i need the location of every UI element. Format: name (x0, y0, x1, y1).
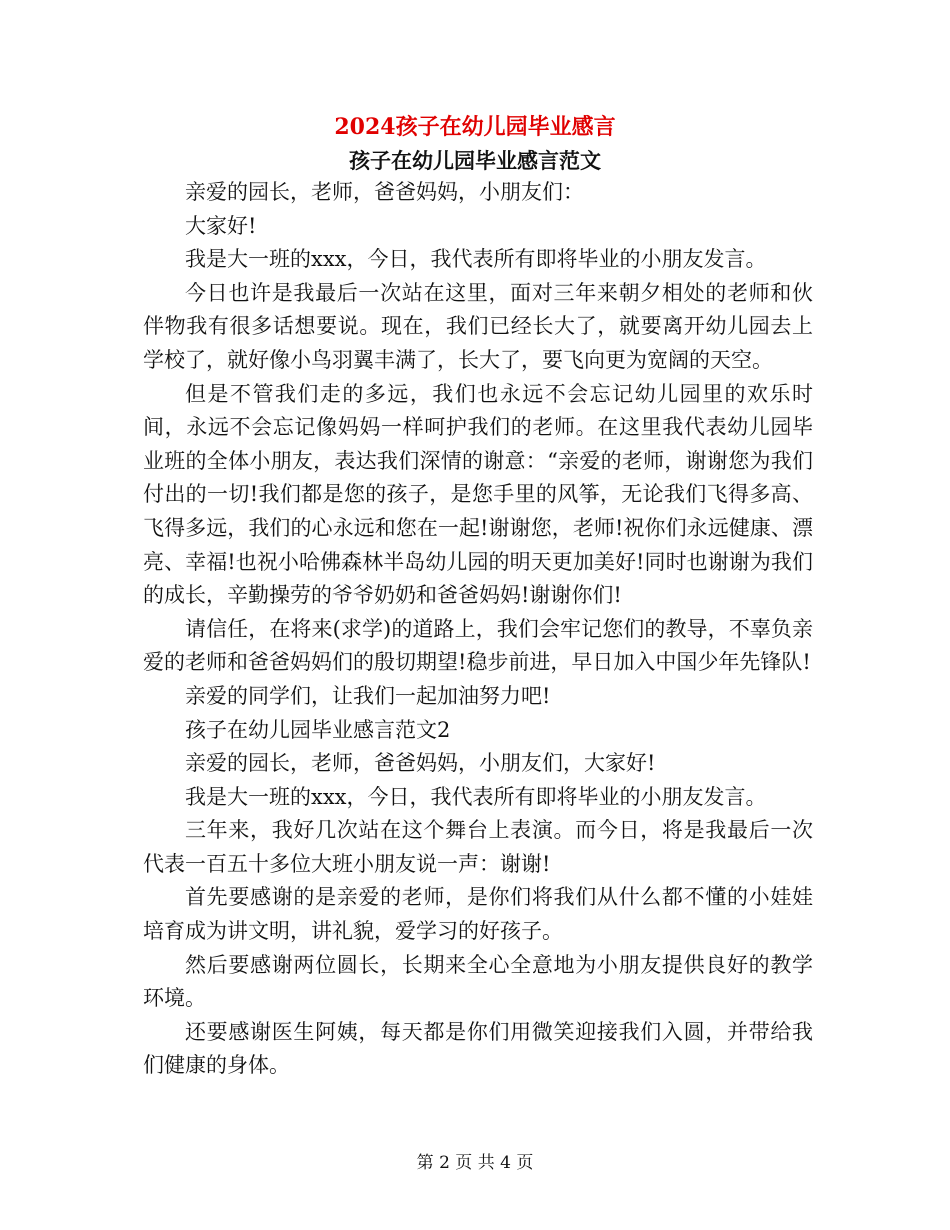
paragraph: 还要感谢医生阿姨，每天都是你们用微笑迎接我们入圆，并带给我们健康的身体。 (143, 1019, 813, 1078)
paragraph: 我是大一班的xxx，今日，我代表所有即将毕业的小朋友发言。 (185, 784, 767, 809)
document-body (143, 176, 813, 1083)
document-title: 2024孩子在幼儿园毕业感言 (334, 114, 616, 140)
page-number-footer: 第 2 页 共 4 页 (416, 1153, 534, 1173)
paragraph: 首先要感谢的是亲爱的老师，是你们将我们从什么都不懂的小娃娃培育成为讲文明，讲礼貌，爱学习的好孩子。 (143, 885, 813, 944)
paragraph: 亲爱的同学们，让我们一起加油努力吧! (185, 683, 551, 708)
paragraph-salutation: 亲爱的园长，老师，爸爸妈妈，小朋友们： (185, 180, 584, 204)
paragraph: 亲爱的园长，老师，爸爸妈妈，小朋友们，大家好! (185, 751, 656, 776)
section-heading: 孩子在幼儿园毕业感言范文2 (185, 717, 451, 742)
paragraph-intro: 我是大一班的xxx，今日，我代表所有即将毕业的小朋友发言。 (185, 247, 767, 272)
paragraph: 请信任，在将来(求学)的道路上，我们会牢记您们的教导，不辜负亲爱的老师和爸爸妈妈们的殷切期望!稳步前进，早日加入中国少年先锋队! (143, 616, 813, 675)
paragraph: 但是不管我们走的多远，我们也永远不会忘记幼儿园里的欢乐时间，永远不会忘记像妈妈一样呵护我们的老师。在这里我代表幼儿园毕业班的全体小朋友，表达我们深情的谢意：“亲爱的老师，谢谢您为我们付出的一切!我们都是您的孩子，是您手里的风筝，无论我们飞得多高、飞得多远，我们的心永远和您在一起!谢谢您，老师!祝你们永远健康、漂亮、幸福!也祝小哈佛森林半岛幼儿园的明天更加美好!同时也谢谢为我们的成长，辛勤操劳的爷爷奶奶和爸爸妈妈!谢谢你们! (143, 381, 813, 608)
paragraph: 然后要感谢两位圆长，长期来全心全意地为小朋友提供良好的教学环境。 (143, 952, 813, 1011)
paragraph: 三年来，我好几次站在这个舞台上表演。而今日，将是我最后一次代表一百五十多位大班小朋友说一声：谢谢! (143, 818, 813, 876)
document-subtitle: 孩子在幼儿园毕业感言范文 (349, 148, 601, 173)
paragraph: 今日也许是我最后一次站在这里，面对三年来朝夕相处的老师和伙伴物我有很多话想要说。现在，我们已经长大了，就要离开幼儿园去上学校了，就好像小鸟羽翼丰满了，长大了，要飞向更为宽阔的天空。 (143, 280, 813, 372)
paragraph-greeting: 大家好! (185, 213, 257, 238)
